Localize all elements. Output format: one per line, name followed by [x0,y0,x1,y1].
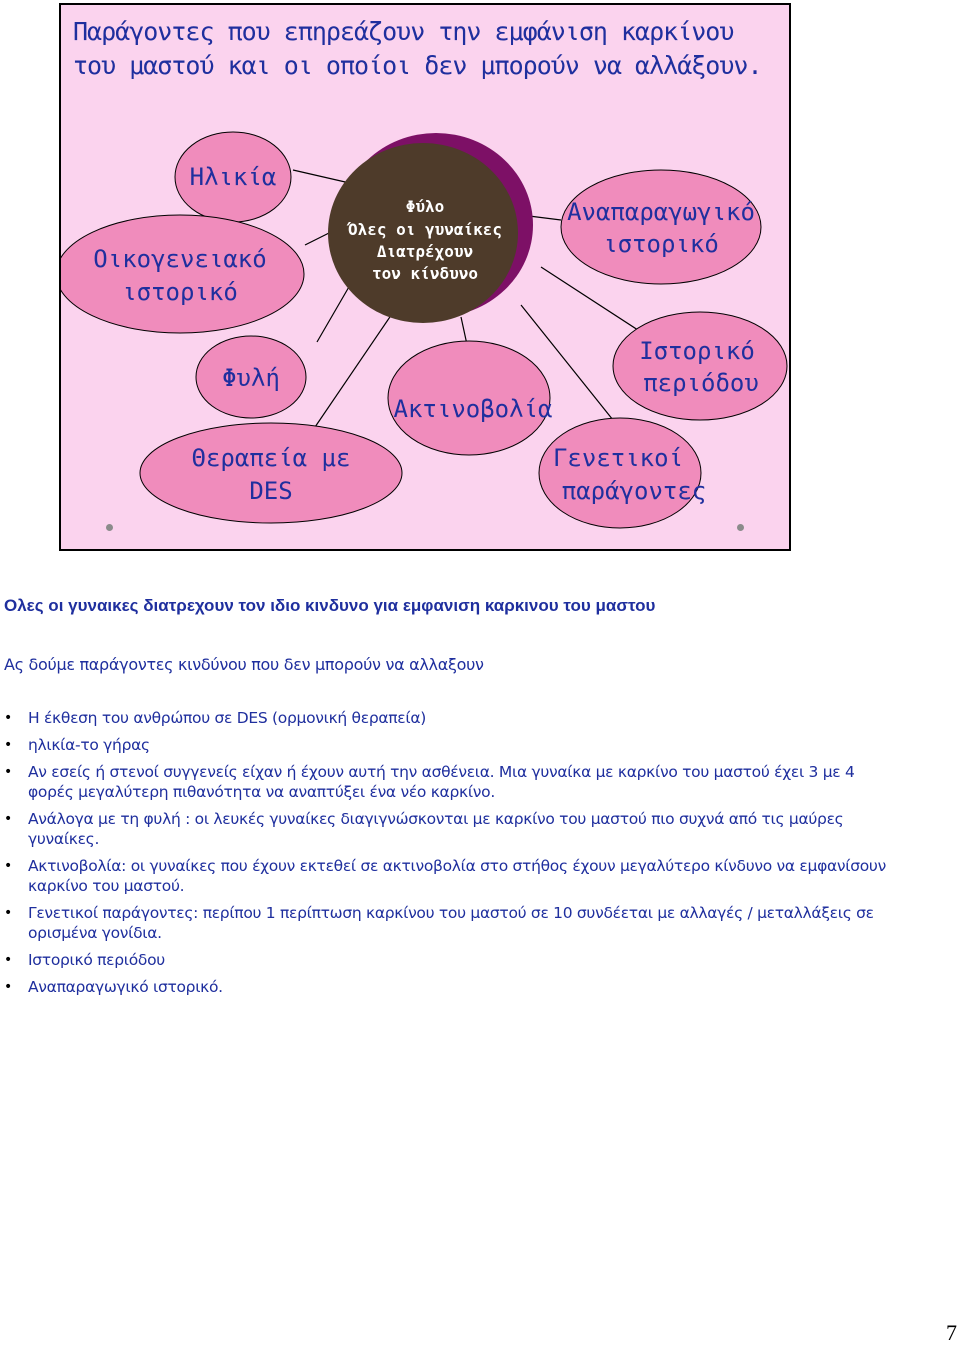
risk-factor-diagram [61,5,789,549]
bubble-period-label-2: περιόδου [643,369,759,397]
page-number: 7 [946,1320,957,1345]
bubble-period-label-1: Ιστορικό [639,337,755,365]
bubble-reproductive-history [561,170,761,284]
bubble-reproductive-label-1: Αναπαραγωγικό [567,198,755,226]
bullet-item: • Η έκθεση του ανθρώπου σε DES (ορμονική θεραπεία) [0,708,900,728]
bubble-genetic-factors [539,418,701,528]
slide-title: Παράγοντες που επηρεάζουν την εμφάνιση καρκίνου του μαστού και οι οποίοι δεν μπορούν να αλλάξουν. [73,17,762,80]
bubble-family-history [61,215,304,333]
bubble-family-history-label-2: ιστορικό [122,278,238,306]
center-text-line1: Φύλο [405,197,445,216]
bullet-item: • Ιστορικό περιόδου [0,950,900,970]
bullet-item: • ηλικία-το γήρας [0,735,900,755]
bubble-des-label-1: Θεραπεία με [191,444,351,472]
notes-subtitle: Ολες οι γυναικες διατρεχουν τον ιδιο κινδυνο για εμφανιση καρκινου του μαστου [4,596,656,615]
bubble-family-history-label-1: Οικογενειακό [93,245,267,273]
slide-dot-left [106,524,113,531]
notes-intro: Ας δούμε παράγοντες κινδύνου που δεν μπορούν να αλλαξουν [4,655,484,674]
bullet-item: • Γενετικοί παράγοντες: περίπου 1 περίπτωση καρκίνου του μαστού σε 10 συνδέεται με αλλαγές / μεταλλάξεις σε ορισμένα γονίδια. [0,903,900,943]
center-text-line2: Όλες οι γυναίκες [347,220,503,239]
slide-dot-right [737,524,744,531]
bubble-reproductive-label-2: ιστορικό [603,230,719,258]
bullet-item: • Αν εσείς ή στενοί συγγενείς είχαν ή έχουν αυτή την ασθένεια. Μια γυναίκα με καρκίνο του μαστού έχει 3 με 4 φορές μεγαλύτερη πιθανότητα να αναπτύξει ένα νέο καρκίνο. [0,762,900,802]
center-text-line3: Διατρέχουν [376,242,474,261]
bullet-item: • Ακτινοβολία: οι γυναίκες που έχουν εκτεθεί σε ακτινοβολία στο στήθος έχουν μεγαλύτερο κίνδυνο να εμφανίσουν καρκίνο του μαστού. [0,856,900,896]
bubble-genetic-label-1: Γενετικοί [552,444,684,472]
slide-image [59,3,791,551]
bullet-item: • Ανάλογα με τη φυλή : οι λευκές γυναίκες διαγιγνώσκονται με καρκίνο του μαστού πιο συχνά από τις μαύρες γυναίκες. [0,809,900,849]
center-text-line4: τον κίνδυνο [372,264,478,283]
notes-bullet-list [0,708,900,1004]
bubble-period-history [613,312,787,420]
bubble-race-label: Φυλή [222,364,280,392]
bubble-age-label: Ηλικία [189,163,277,191]
bubble-radiation-label: Ακτινοβολία [393,395,553,423]
bullet-item: • Αναπαραγωγικό ιστορικό. [0,977,900,997]
bubble-genetic-label-2: παράγοντες [561,477,707,505]
bubble-des-label-2: DES [249,477,293,505]
bubble-des-therapy [140,423,402,523]
